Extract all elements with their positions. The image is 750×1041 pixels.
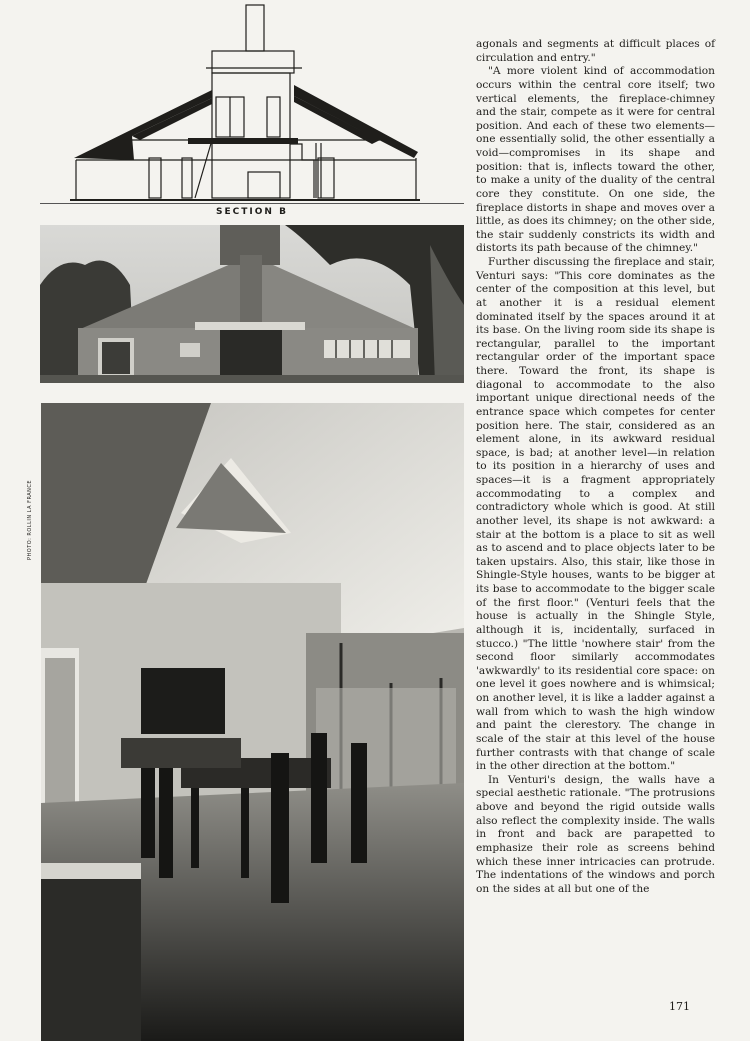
interior-photo — [41, 403, 464, 1041]
body-text-column — [476, 38, 715, 896]
paragraph: "A more violent kind of accommodation occurs within the central core itself; two vertical elements, the fireplace-chimney and the stair, compete as it were for central position. And each of these two elements—one essentially solid, the other essentially a void—compromises in its shape and position: that is, inflects toward the other, to make a unity of the duality of the central core they constitute. On one side, the fireplace distorts in shape and moves over a little, as does its chimney; on the other side, the stair suddenly constricts its width and distorts its path because of the chimney." — [476, 65, 715, 255]
paragraph: agonals and segments at difficult places of circulation and entry." — [476, 38, 715, 64]
paragraph: Further discussing the fireplace and stair, Venturi says: "This core dominates as the center of the composition at this level, but at another it is a residual element dominated itself by the spaces around it at its base. On the living room side its shape is rectangular, parallel to the important rectangular order of the important space there. Toward the front, its shape is diagonal to accommodate to the also important unique directional needs of the entrance space which competes for center position here. The stair, considered as an element alone, in its awkward residual space, is bad; at another level—in relation to its position in a hierarchy of uses and spaces—it is a fragment appropriately accommodating to a complex and contradictory whole which is good. At still another level, its shape is not awkward: a stair at the bottom is a place to sit as well as to ascend and to place objects later to be taken upstairs. Also, this stair, like those in Shingle-Style houses, wants to be bigger at its base to accommodate to the bigger scale of the first floor." (Venturi feels that the house is actually in the Shingle Style, although it is, incidentally, surfaced in stucco.) "The little 'nowhere stair' from the second floor similarly accommodates 'awkwardly' to its residential core space: on one level it goes nowhere and is whimsical; on another level, it is like a ladder against a wall from which to wash the high window and paint the clerestory. The change in scale of the stair at this level of the house further contrasts with that change of scale in the other direction at the bottom." — [476, 256, 715, 773]
page-number: 171 — [669, 1000, 690, 1013]
figure-rule — [40, 203, 464, 204]
photo-credit: PHOTO: ROLLIN LA FRANCE — [27, 479, 33, 560]
section-b-drawing — [40, 0, 464, 222]
paragraph: In Venturi's design, the walls have a special aesthetic rationale. "The protrusions above and beyond the rigid outside walls also reflect the complexity inside. The walls in front and back are parapetted to emphasize their role as screens behind which these inner intricacies can protrude. The indentations of the windows and porch on the sides at all but one of the — [476, 773, 715, 895]
exterior-photo — [40, 225, 464, 383]
figure-label: SECTION B — [216, 207, 288, 217]
